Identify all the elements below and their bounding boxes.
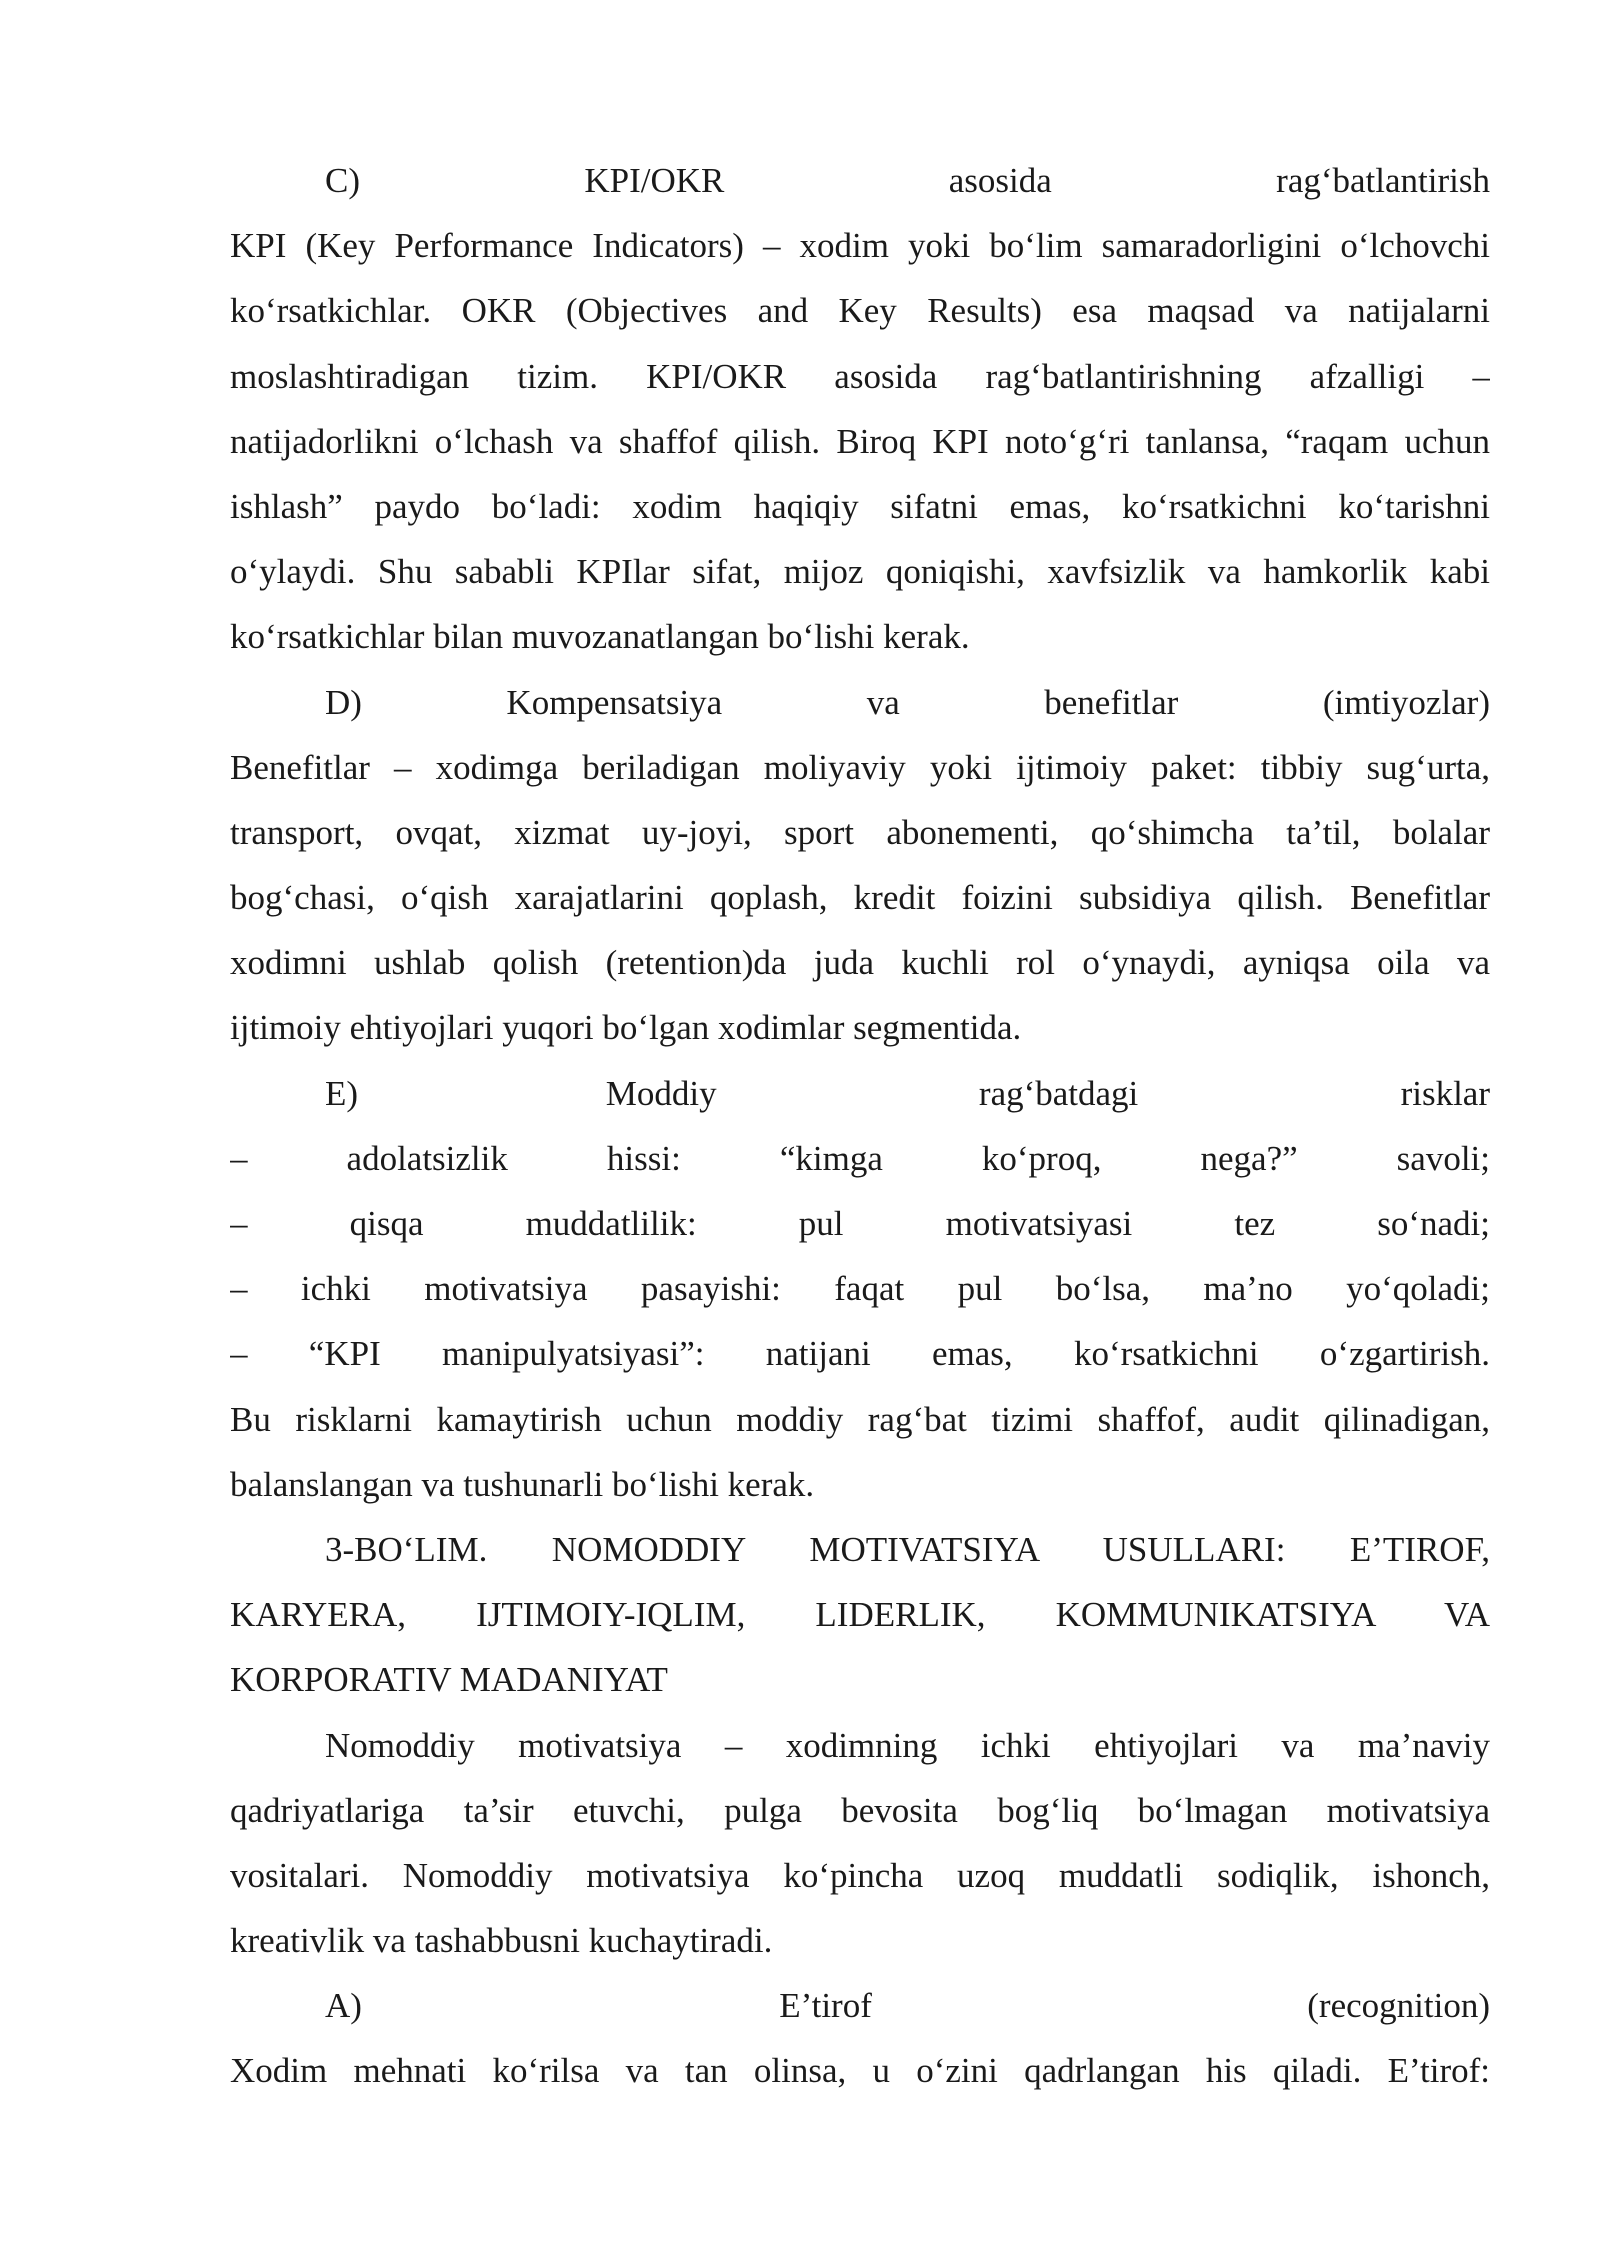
text-line: E) Moddiy rag‘batdagi risklar [325, 1073, 1490, 1113]
text-line: KARYERA, IJTIMOIY-IQLIM, LIDERLIK, KOMMUNIKATSIYA VA [230, 1595, 1490, 1635]
text-line: A) E’tirof (recognition) [325, 1986, 1490, 2026]
text-line: xodimni ushlab qolish (retention)da juda kuchli rol o‘ynaydi, ayniqsa oila va [230, 943, 1490, 983]
text-line: 3-BO‘LIM. NOMODDIY MOTIVATSIYA USULLARI: E’TIROF, [325, 1529, 1490, 1569]
text-line: C) KPI/OKR asosida rag‘batlantirish [325, 161, 1490, 200]
text-line: natijadorlikni o‘lchash va shaffof qilish. Biroq KPI noto‘g‘ri tanlansa, “raqam uchun [230, 421, 1490, 461]
text-line: transport, ovqat, xizmat uy-joyi, sport abonementi, qo‘shimcha ta’til, bolalar [230, 812, 1490, 852]
text-line: ko‘rsatkichlar. OKR (Objectives and Key Results) esa maqsad va natijalarni [230, 291, 1490, 331]
text-line: bog‘chasi, o‘qish xarajatlarini qoplash, kredit foizini subsidiya qilish. Benefitlar [230, 878, 1490, 918]
text-line: Nomoddiy motivatsiya – xodimning ichki ehtiyojlari va ma’naviy [325, 1725, 1490, 1765]
text-line: kreativlik va tashabbusni kuchaytiradi. [230, 1921, 773, 1961]
text-line: Bu risklarni kamaytirish uchun moddiy rag‘bat tizimi shaffof, audit qilinadigan, [230, 1399, 1490, 1439]
text-line: – ichki motivatsiya pasayishi: faqat pul bo‘lsa, ma’no yo‘qoladi; [230, 1269, 1490, 1309]
document-page [230, 148, 1490, 2104]
text-line: moslashtiradigan tizim. KPI/OKR asosida rag‘batlantirishning afzalligi – [230, 356, 1490, 396]
text-line: – adolatsizlik hissi: “kimga ko‘proq, nega?” savoli; [230, 1138, 1490, 1178]
text-line: – qisqa muddatlilik: pul motivatsiyasi tez so‘nadi; [230, 1204, 1490, 1243]
text-line: balanslangan va tushunarli bo‘lishi kerak. [230, 1464, 815, 1504]
text-line: D) Kompensatsiya va benefitlar (imtiyozlar) [325, 682, 1490, 722]
text-line: ijtimoiy ehtiyojlari yuqori bo‘lgan xodimlar segmentida. [230, 1008, 1022, 1048]
text-line: o‘ylaydi. Shu sababli KPIlar sifat, mijoz qoniqishi, xavfsizlik va hamkorlik kabi [230, 552, 1490, 592]
text-line: vositalari. Nomoddiy motivatsiya ko‘pincha uzoq muddatli sodiqlik, ishonch, [230, 1855, 1490, 1895]
text-line: KPI (Key Performance Indicators) – xodim yoki bo‘lim samaradorligini o‘lchovchi [230, 226, 1490, 266]
text-line: – “KPI manipulyatsiyasi”: natijani emas, ko‘rsatkichni o‘zgartirish. [230, 1334, 1490, 1374]
text-line: KORPORATIV MADANIYAT [230, 1660, 668, 1700]
text-line: Benefitlar – xodimga beriladigan moliyaviy yoki ijtimoiy paket: tibbiy sug‘urta, [230, 747, 1490, 787]
text-line: Xodim mehnati ko‘rilsa va tan olinsa, u o‘zini qadrlangan his qiladi. E’tirof: [230, 2051, 1490, 2091]
text-line: ishlash” paydo bo‘ladi: xodim haqiqiy sifatni emas, ko‘rsatkichni ko‘tarishni [230, 486, 1490, 526]
text-line: qadriyatlariga ta’sir etuvchi, pulga bevosita bog‘liq bo‘lmagan motivatsiya [230, 1790, 1490, 1830]
text-line: ko‘rsatkichlar bilan muvozanatlangan bo‘lishi kerak. [230, 617, 970, 657]
